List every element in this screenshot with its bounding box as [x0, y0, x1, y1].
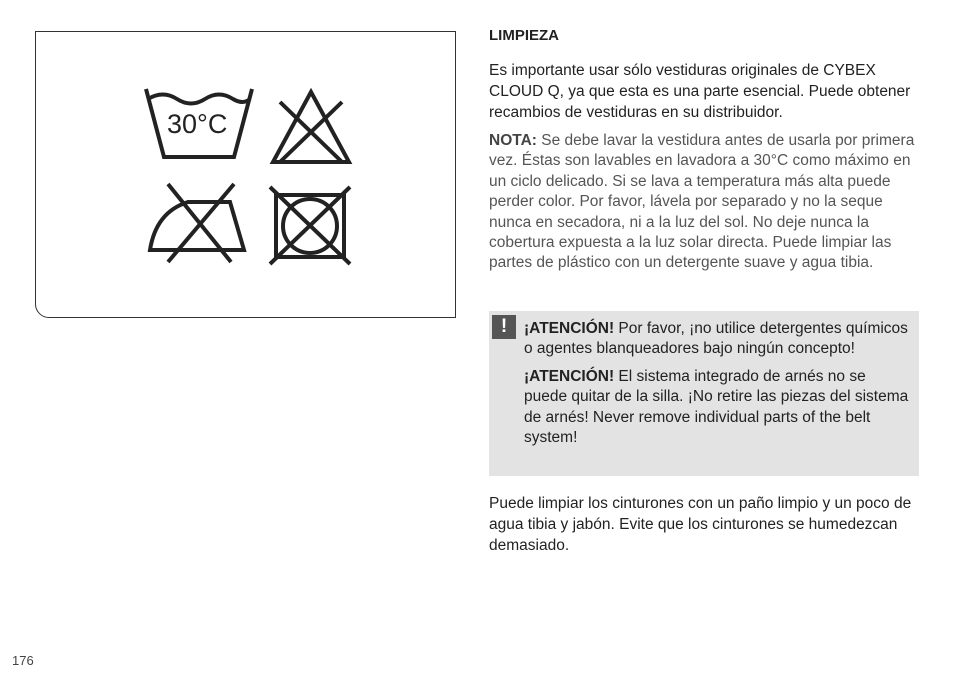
warning-item-2: [524, 367, 909, 449]
warning-label-2: ¡ATENCIÓN!: [524, 367, 615, 385]
cleaning-section: [489, 26, 919, 274]
no-iron-icon: [150, 184, 244, 262]
wash-temp-label: 30°C: [167, 109, 228, 139]
no-bleach-icon: [273, 92, 349, 162]
care-symbols-graphic: [36, 32, 457, 319]
warning-item-1: [524, 319, 909, 360]
warning-text-1: Por favor, ¡no utilice detergentes químicos o agentes blanqueadores bajo ningún concepto!: [524, 320, 908, 358]
warning-text-2: El sistema integrado de arnés no se puede quitar de la silla. ¡No retire las piezas del sistema de arnés! Never remove individual parts of the belt system!: [524, 367, 909, 447]
note-text: Se debe lavar la vestidura antes de usarla por primera vez. Éstas son lavables en lavadora a 30°C como máximo en un ciclo delicado. Si se lava a temperatura más alta puede perder color. Por favor, lávela por separado y no la seque nunca en secadora, ni a la luz del sol. No deje nunca la cobertura expuesta a la luz solar directa. Puede limpiar las partes de plástico con un detergente suave y agua tibia.: [489, 132, 915, 272]
care-symbols-panel: [35, 31, 456, 318]
intro-paragraph: Es importante usar sólo vestiduras originales de CYBEX CLOUD Q, ya que esta es una parte esencial. Puede obtener recambios de vestiduras en su distribuidor.: [489, 62, 911, 121]
warning-box: [489, 311, 919, 476]
note-label: NOTA:: [489, 132, 537, 149]
wash-30-icon: [146, 89, 252, 157]
warning-label-1: ¡ATENCIÓN!: [524, 320, 615, 337]
no-tumble-dry-icon: [270, 187, 350, 264]
belt-cleaning-paragraph: Puede limpiar los cinturones con un paño limpio y un poco de agua tibia y jabón. Evite que los cinturones se humedezcan demasiado.: [489, 495, 912, 554]
warning-text: [524, 319, 909, 455]
warning-icon: !: [492, 315, 516, 339]
note-paragraph: [489, 131, 919, 274]
section-heading: LIMPIEZA: [489, 27, 559, 44]
page-number: 176: [12, 653, 34, 668]
